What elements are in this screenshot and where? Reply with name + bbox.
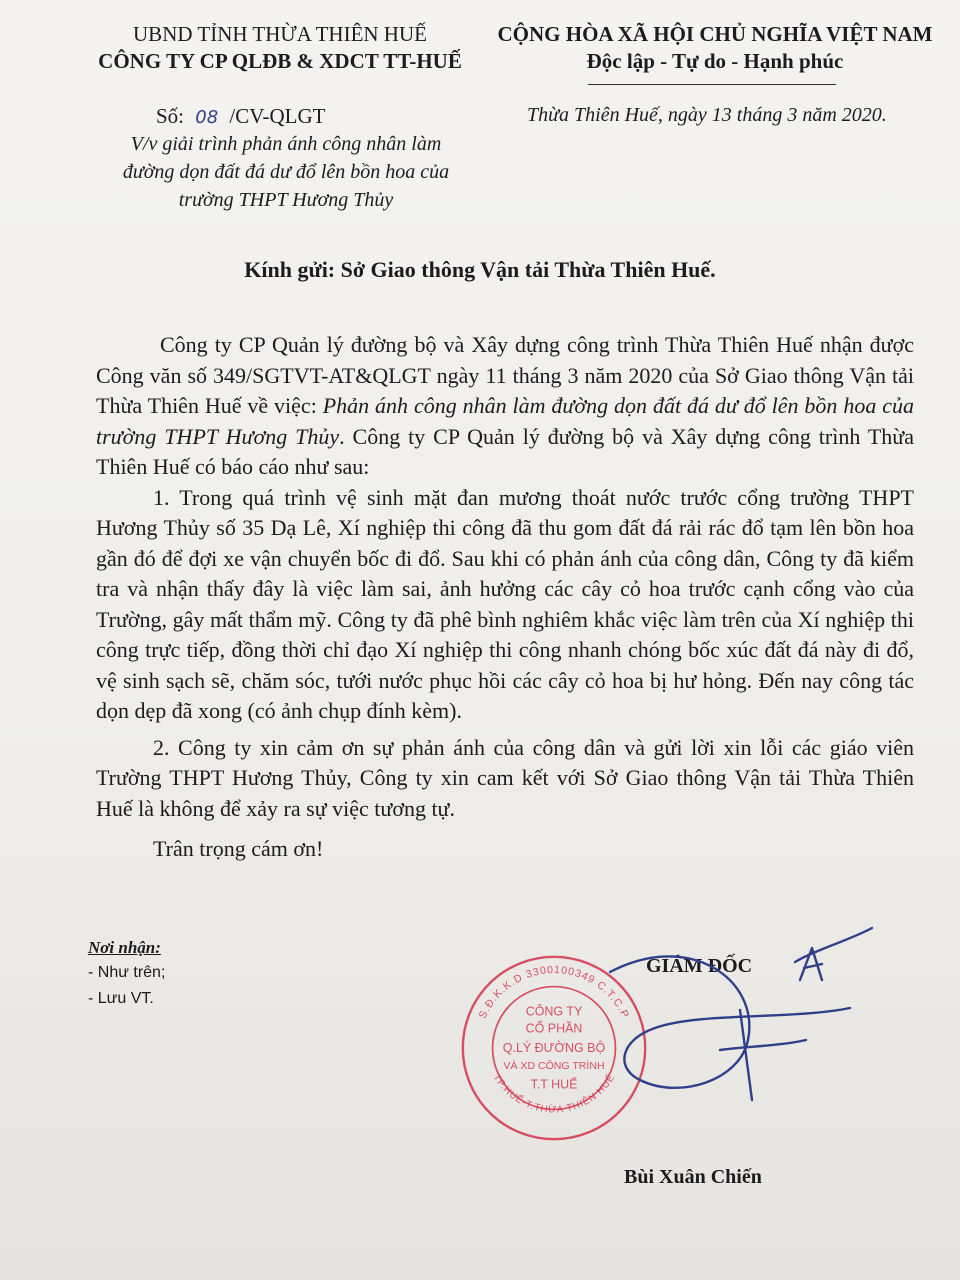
motto-underline (588, 84, 836, 85)
seal-line: CỔ PHẦN (525, 1021, 583, 1036)
intro-text-end: . Công ty CP Quản lý đường bộ và Xây dựng công trình Thừa Thiên Huế có báo cáo như sau: (96, 423, 914, 479)
national-title: CỘNG HÒA XÃ HỘI CHỦ NGHĨA VIỆT NAM (497, 22, 933, 46)
recipients-title: Nơi nhận: (88, 938, 161, 957)
item-2: 2. Công ty xin cảm ơn sự phản ánh của công dân và gửi lời xin lỗi các giáo viên Trường THPT Hương Thủy, Công ty xin cam kết với Sở Giao thông Vận tải Thừa Thiên Huế là không để xảy ra sự việc tương tự. (96, 734, 914, 821)
subject-block (96, 130, 476, 214)
handwritten-signature (560, 920, 890, 1130)
signer-title: GIÁM ĐỐC (646, 955, 753, 977)
national-header (470, 22, 960, 74)
national-motto: Độc lập - Tự do - Hạnh phúc (586, 49, 844, 73)
seal-outer-text: S.Đ.K.K.D 3300100349 C.T.C.P (476, 964, 632, 1021)
intro-text: Công ty CP Quản lý đường bộ và Xây dựng công trình Thừa Thiên Huế nhận được Công văn số 349/SGTVT-AT&QLGT ngày 11 tháng 3 năm 2020 của Sở Giao thông Vận tải Thừa Thiên Huế về việc: (96, 332, 914, 418)
intro-paragraph (96, 330, 914, 483)
seal-line: CÔNG TY (525, 1004, 583, 1019)
recipient-item: - Như trên; (88, 964, 166, 981)
subject-line: trường THPT Hương Thủy (178, 189, 394, 211)
seal-line: VÀ XD CÔNG TRÌNH (503, 1060, 605, 1073)
subject-line: V/v giải trình phản ánh công nhân làm (130, 133, 442, 155)
seal-line: Q.LÝ ĐƯỜNG BỘ (502, 1040, 606, 1055)
issuer-company: CÔNG TY CP QLĐB & XDCT TT-HUẾ (98, 49, 462, 73)
closing-thanks: Trân trọng cám ơn! (153, 836, 324, 861)
document-body (96, 330, 914, 865)
document-date: Thừa Thiên Huế, ngày 13 tháng 3 năm 2020. (527, 104, 887, 126)
item-1: 1. Trong quá trình vệ sinh mặt đan mương thoát nước trước cổng trường THPT Hương Thủy số 35 Dạ Lê, Xí nghiệp thi công đã thu gom đất đá rải rác đổ tạm lên bồn hoa gần đó để đợi xe vận chuyển bốc đi đổ. Sau khi có phản ánh của công dân, Công ty đã kiểm tra và nhận thấy đây là việc làm sai, ảnh hưởng các cây cỏ hoa trước cạnh cổng vào của Trường, gây mất thẩm mỹ. Công ty đã phê bình nghiêm khắc việc làm trên của Xí nghiệp thi công trực tiếp, đồng thời chỉ đạo Xí nghiệp thi công nhanh chóng bốc xúc đất đá này đi đổ, vệ sinh sạch sẽ, chăm sóc, tưới nước phục hồi các cây cỏ hoa bị hư hỏng. Đến nay công tác dọn dẹp đã xong (có ảnh chụp đính kèm). (96, 484, 914, 723)
issuer-header (40, 22, 520, 74)
recipient-item: - Lưu VT. (88, 990, 154, 1007)
so-number-handwritten: 08 (195, 107, 219, 128)
subject-line: đường dọn đất đá dư đổ lên bồn hoa của (122, 161, 450, 183)
signer-name: Bùi Xuân Chiến (624, 1166, 762, 1188)
so-label: Số: (156, 104, 185, 128)
so-suffix: /CV-QLGT (229, 104, 326, 128)
issuer-authority: UBND TỈNH THỪA THIÊN HUẾ (133, 22, 427, 46)
addressee: Kính gửi: Sở Giao thông Vận tải Thừa Thiên Huế. (244, 257, 716, 282)
intro-subject-italic: Phản ánh công nhân làm đường dọn đất đá dư đổ lên bồn hoa của trường THPT Hương Thủy (96, 393, 914, 449)
seal-line: T.T HUẾ (530, 1077, 578, 1092)
document-number (156, 104, 325, 129)
seal-bottom-text: TP.HUẾ-T.THỪA THIÊN HUẾ (490, 1072, 618, 1116)
